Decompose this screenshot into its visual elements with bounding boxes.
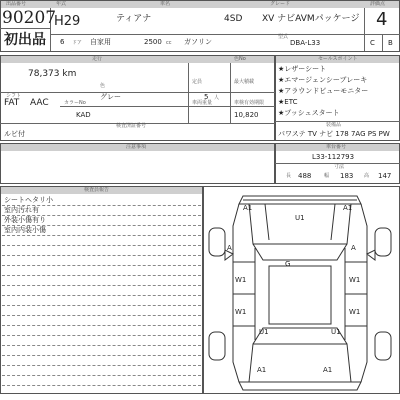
doors: 6 [60,38,65,46]
inspector-rule [2,225,201,226]
inspector-rule [2,345,201,346]
shift-label: シフト [6,93,22,99]
width: 183 [340,172,354,180]
mileage-label: 走行 [92,56,103,62]
equipment-item: ★エマージェンシーブレーキ [278,76,368,84]
grade-label: グレード [270,1,291,7]
header-divider [0,28,50,29]
specs-divider [60,106,275,107]
height-label: 高 [364,173,370,179]
inspector-title: 検査員報告 [84,187,110,193]
inspector-rule [2,275,201,276]
inspector-rule [2,295,201,296]
color-label: 色 [100,83,106,89]
damage-mark: W1 [349,276,361,284]
color-code-label: カラーNo [64,100,86,106]
damage-mark: A1 [343,204,353,212]
inspector-rule [2,285,201,286]
interior-grade: C [370,39,375,47]
damage-mark: G [285,260,291,268]
inspector-rule [2,355,201,356]
expiry-label: 車検有効期限 [234,100,265,106]
chassis-number: L33-112793 [312,153,355,161]
exterior-grade: B [388,39,393,47]
damage-mark: U1 [295,214,305,222]
model-year: H29 [54,14,81,29]
length-label: 長 [286,173,292,179]
capacity-label: 定員 [192,79,203,85]
grade: XV ナビAVMパッケージ [262,14,360,24]
inspector-line: 室内汚れ有 [4,206,39,214]
capacity: 5 [204,93,209,101]
inspector-rule [2,375,201,376]
doors-unit: ドア [72,40,82,46]
damage-mark: A1 [243,204,253,212]
length: 488 [298,172,312,180]
damage-mark: U1 [331,328,341,336]
inspector-rule [2,315,201,316]
color-no-label: 色No [234,56,246,62]
inspector-rule [2,255,201,256]
score: 4 [376,9,388,30]
damage-mark: A1 [323,366,333,374]
displacement: 2500 [144,38,162,46]
weight-label: 車両重量 [192,100,213,106]
damage-mark: W1 [235,308,247,316]
specs-divider [230,63,231,123]
options-title: 装備品 [326,122,342,128]
lot-label: 出品番号 [6,1,27,7]
inspector-rule [2,365,201,366]
width-label: 幅 [324,173,330,179]
capacity-unit: 人 [214,95,220,101]
notes-title: 注意事項 [126,144,147,150]
inspector-rule [2,305,201,306]
displacement-unit: cc [166,40,172,46]
chassis-title: 車台番号 [326,144,347,150]
dims-label: 寸法 [334,164,345,170]
model-label: 車名 [160,1,171,7]
damage-mark: A1 [257,366,267,374]
equipment-item: ★ETC [278,98,298,106]
inspector-rule [2,215,201,216]
header-divider [364,8,365,51]
lot-number: 90207 [2,8,57,28]
damage-mark: W1 [349,308,361,316]
inspection-label: 検査済証番号 [116,123,147,129]
model-name: ティアナ [116,14,152,24]
specs-divider [0,92,275,93]
car-damage-diagram [203,186,400,394]
aircon: AAC [30,98,49,108]
model-code-label: 型式 [278,34,289,40]
inspector-rule [2,325,201,326]
first-time-badge: 初出品 [4,32,46,48]
score-label: 評価点 [370,1,386,7]
specs-divider [188,63,189,123]
equipment-title: セールスポイント [318,56,358,62]
inspector-rule [2,205,201,206]
damage-mark: A [227,244,232,252]
inspector-rule [2,235,201,236]
equipment-item: ★プッシュスタート [278,109,340,117]
header-divider [50,34,364,35]
equipment-item: ★アラウンドビューモニター [278,87,369,95]
inspector-rule [2,265,201,266]
height: 147 [378,172,392,180]
shift: FAT [4,98,20,108]
inspector-rule [2,245,201,246]
options: パワステ TV ナビ 178 7AG PS PW [278,130,390,138]
year-label: 年式 [56,1,67,7]
mileage: 78,373 km [28,69,77,79]
inspector-line: 室内内装小傷 [4,226,46,234]
body-type: 4SD [224,14,243,24]
damage-mark: W1 [235,276,247,284]
inspector-line: 外装小傷有り [4,216,46,224]
inspector-rule [2,335,201,336]
header-divider [382,34,383,51]
inspector-rule [2,385,201,386]
inspection-note: ルビ付 [4,130,25,138]
color-code: KAD [76,111,91,119]
usage: 自家用 [90,38,111,46]
max-load-label: 最大積載 [234,79,255,85]
weight: 10,820 [234,111,259,119]
equipment-item: ★レザーシート [278,65,327,73]
model-code: DBA-L33 [290,39,321,47]
damage-mark: A [351,244,356,252]
color: グレー [100,93,121,101]
inspector-line: シートヘタリ小 [4,196,53,204]
fuel: ガソリン [184,38,212,46]
damage-mark: U1 [259,328,269,336]
